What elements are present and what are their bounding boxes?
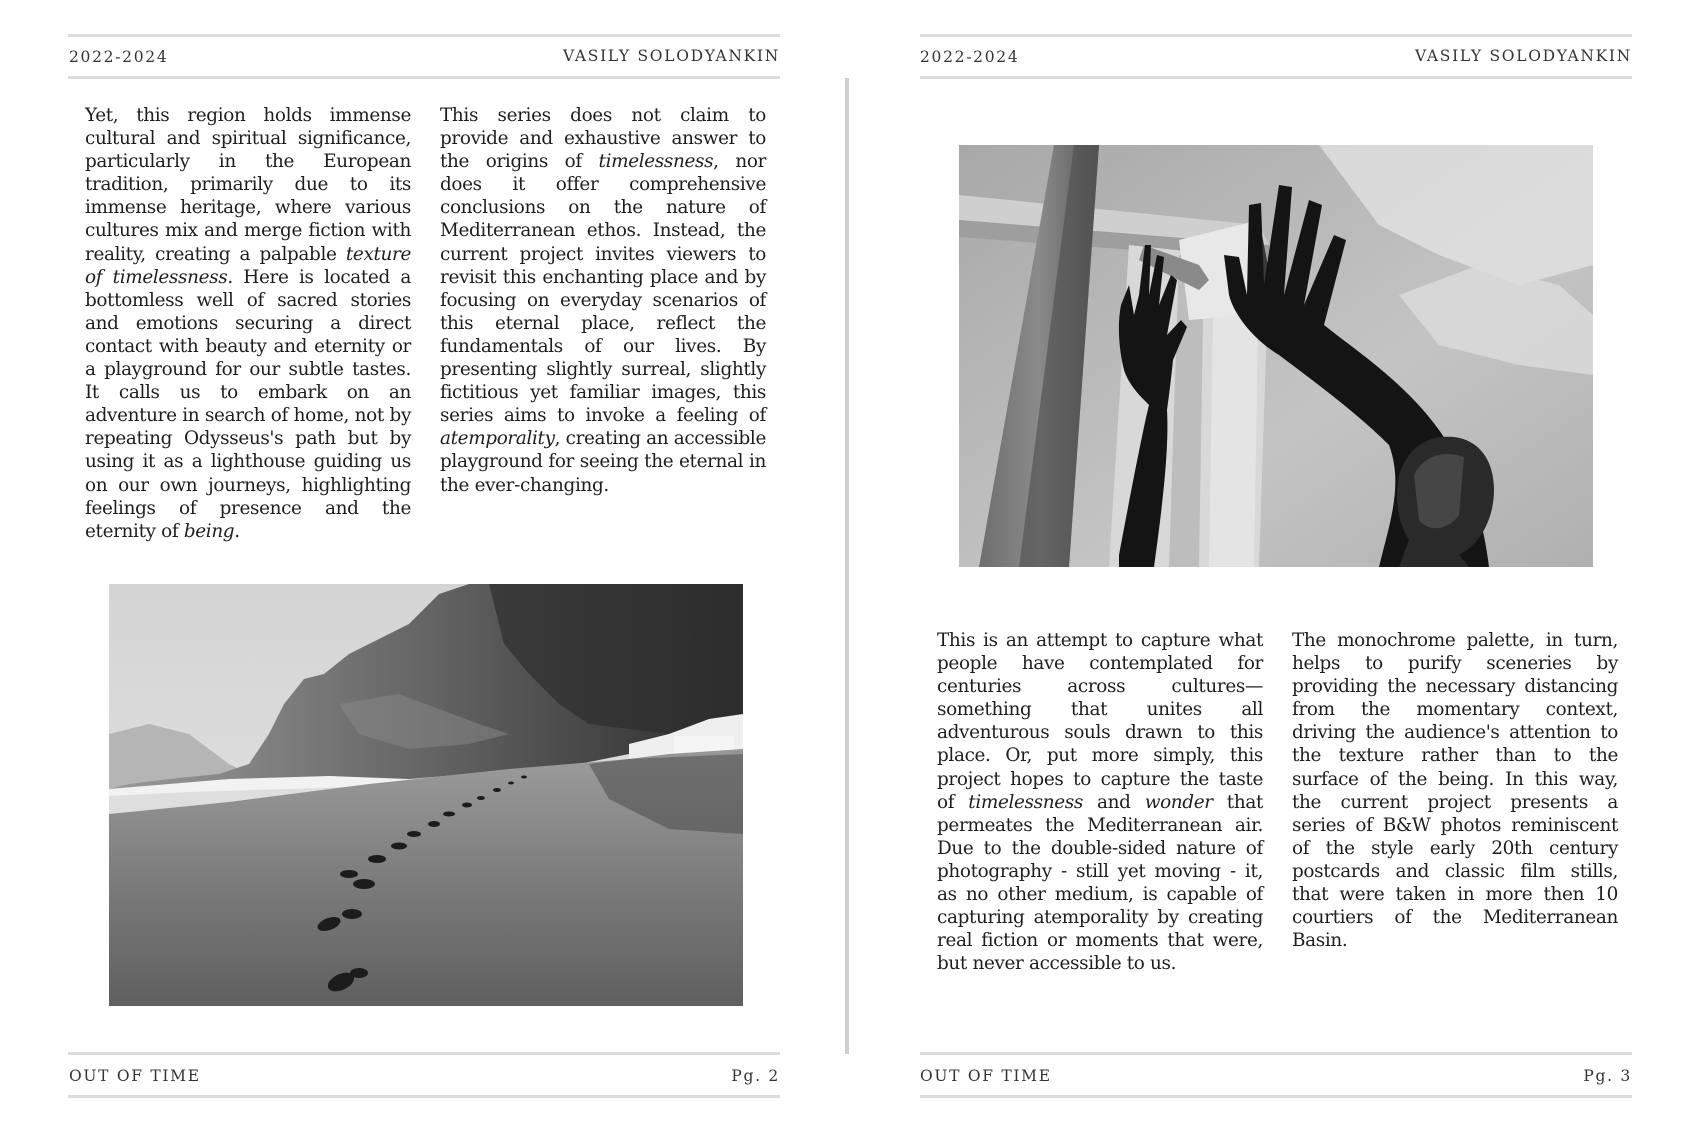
italic-phrase: atemporality	[440, 428, 555, 450]
text-column-1	[85, 104, 411, 543]
italic-phrase: timelessness	[598, 151, 714, 173]
header-rule-bottom	[68, 76, 780, 79]
text-run: The monochrome palette, in turn, helps to purify sceneries by providing the necessary distancing from the momentary context, driving the audience's attention to the texture rather than to the surface of the being. In this way, the current project presents a series of B&W photos reminiscent of the style early 20th century postcards and classic film stills, that were taken in more then 10 courtiers of the Mediterranean Basin.	[1292, 630, 1618, 952]
page-number: Pg. 2	[731, 1067, 780, 1085]
italic-phrase: texture of timelessness	[85, 243, 411, 288]
italic-phrase: wonder	[1144, 791, 1213, 813]
footer-rule-bottom	[920, 1095, 1632, 1098]
header-years: 2022-2024	[69, 48, 169, 66]
text-run: , nor does it offer comprehensive conclusions on the nature of Mediterranean ethos. Instead, the current project invites viewers to revisit this enchanting place and by focusing on everyday scenarios of this eternal place, reflect the fundamentals of our lives. By presenting slightly surreal, slightly fictitious yet familiar images, this series aims to invoke a feeling of	[440, 151, 767, 427]
footer-rule-top	[920, 1052, 1632, 1055]
header-rule-top	[920, 34, 1632, 37]
footer-rule-bottom	[68, 1095, 780, 1098]
page-number: Pg. 3	[1583, 1067, 1632, 1085]
header-author: VASILY SOLODYANKIN	[563, 47, 780, 65]
footer-title: OUT OF TIME	[69, 1067, 201, 1085]
text-run: .	[234, 520, 240, 542]
text-run: . Here is located a bottomless well of sacred stories and emotions securing a direct contact with beauty and eternity or a playground for our subtle tastes. It calls us to embark on an adventure in search of home, not by repeating Odysseus's path but by using it as a lighthouse guiding us on our own journeys, highlighting feelings of presence and the eternity of	[85, 266, 411, 542]
footer-rule-top	[68, 1052, 780, 1055]
header-rule-bottom	[920, 76, 1632, 79]
text-run: and	[1082, 791, 1145, 813]
text-run: Yet, this region holds immense cultural and spiritual significance, particularly in the European tradition, primarily due to its immense heritage, where various cultures mix and merge fiction with reality, creating a palpable	[85, 105, 411, 265]
text-column-4	[1292, 629, 1618, 952]
header-years: 2022-2024	[920, 48, 1020, 66]
italic-phrase: timelessness	[968, 791, 1083, 813]
text-run: that permeates the Mediterranean air. Due to the double-sided nature of photography - still yet moving - it, as no other medium, is capable of capturing atemporality by creating real fiction or moments that were, but never accessible to us.	[937, 791, 1263, 975]
header-author: VASILY SOLODYANKIN	[1415, 47, 1632, 65]
page-right	[844, 0, 1688, 1125]
statue-hands-photo	[959, 145, 1593, 567]
beach-footprints-photo	[109, 584, 743, 1006]
text-run: This series does not claim to provide and exhaustive answer to the origins of	[440, 105, 766, 173]
footer-title: OUT OF TIME	[920, 1067, 1052, 1085]
text-run: , creating an accessible playground for seeing the eternal in the ever-changing.	[440, 428, 766, 496]
italic-phrase: being	[183, 520, 235, 542]
text-column-3	[937, 629, 1263, 975]
text-run: This is an attempt to capture what people have contemplated for centuries across cultures—something that unites all adventurous souls drawn to this place. Or, put more simply, this project hopes to capture the taste of	[937, 630, 1263, 813]
text-column-2	[440, 104, 766, 497]
header-rule-top	[68, 34, 780, 37]
